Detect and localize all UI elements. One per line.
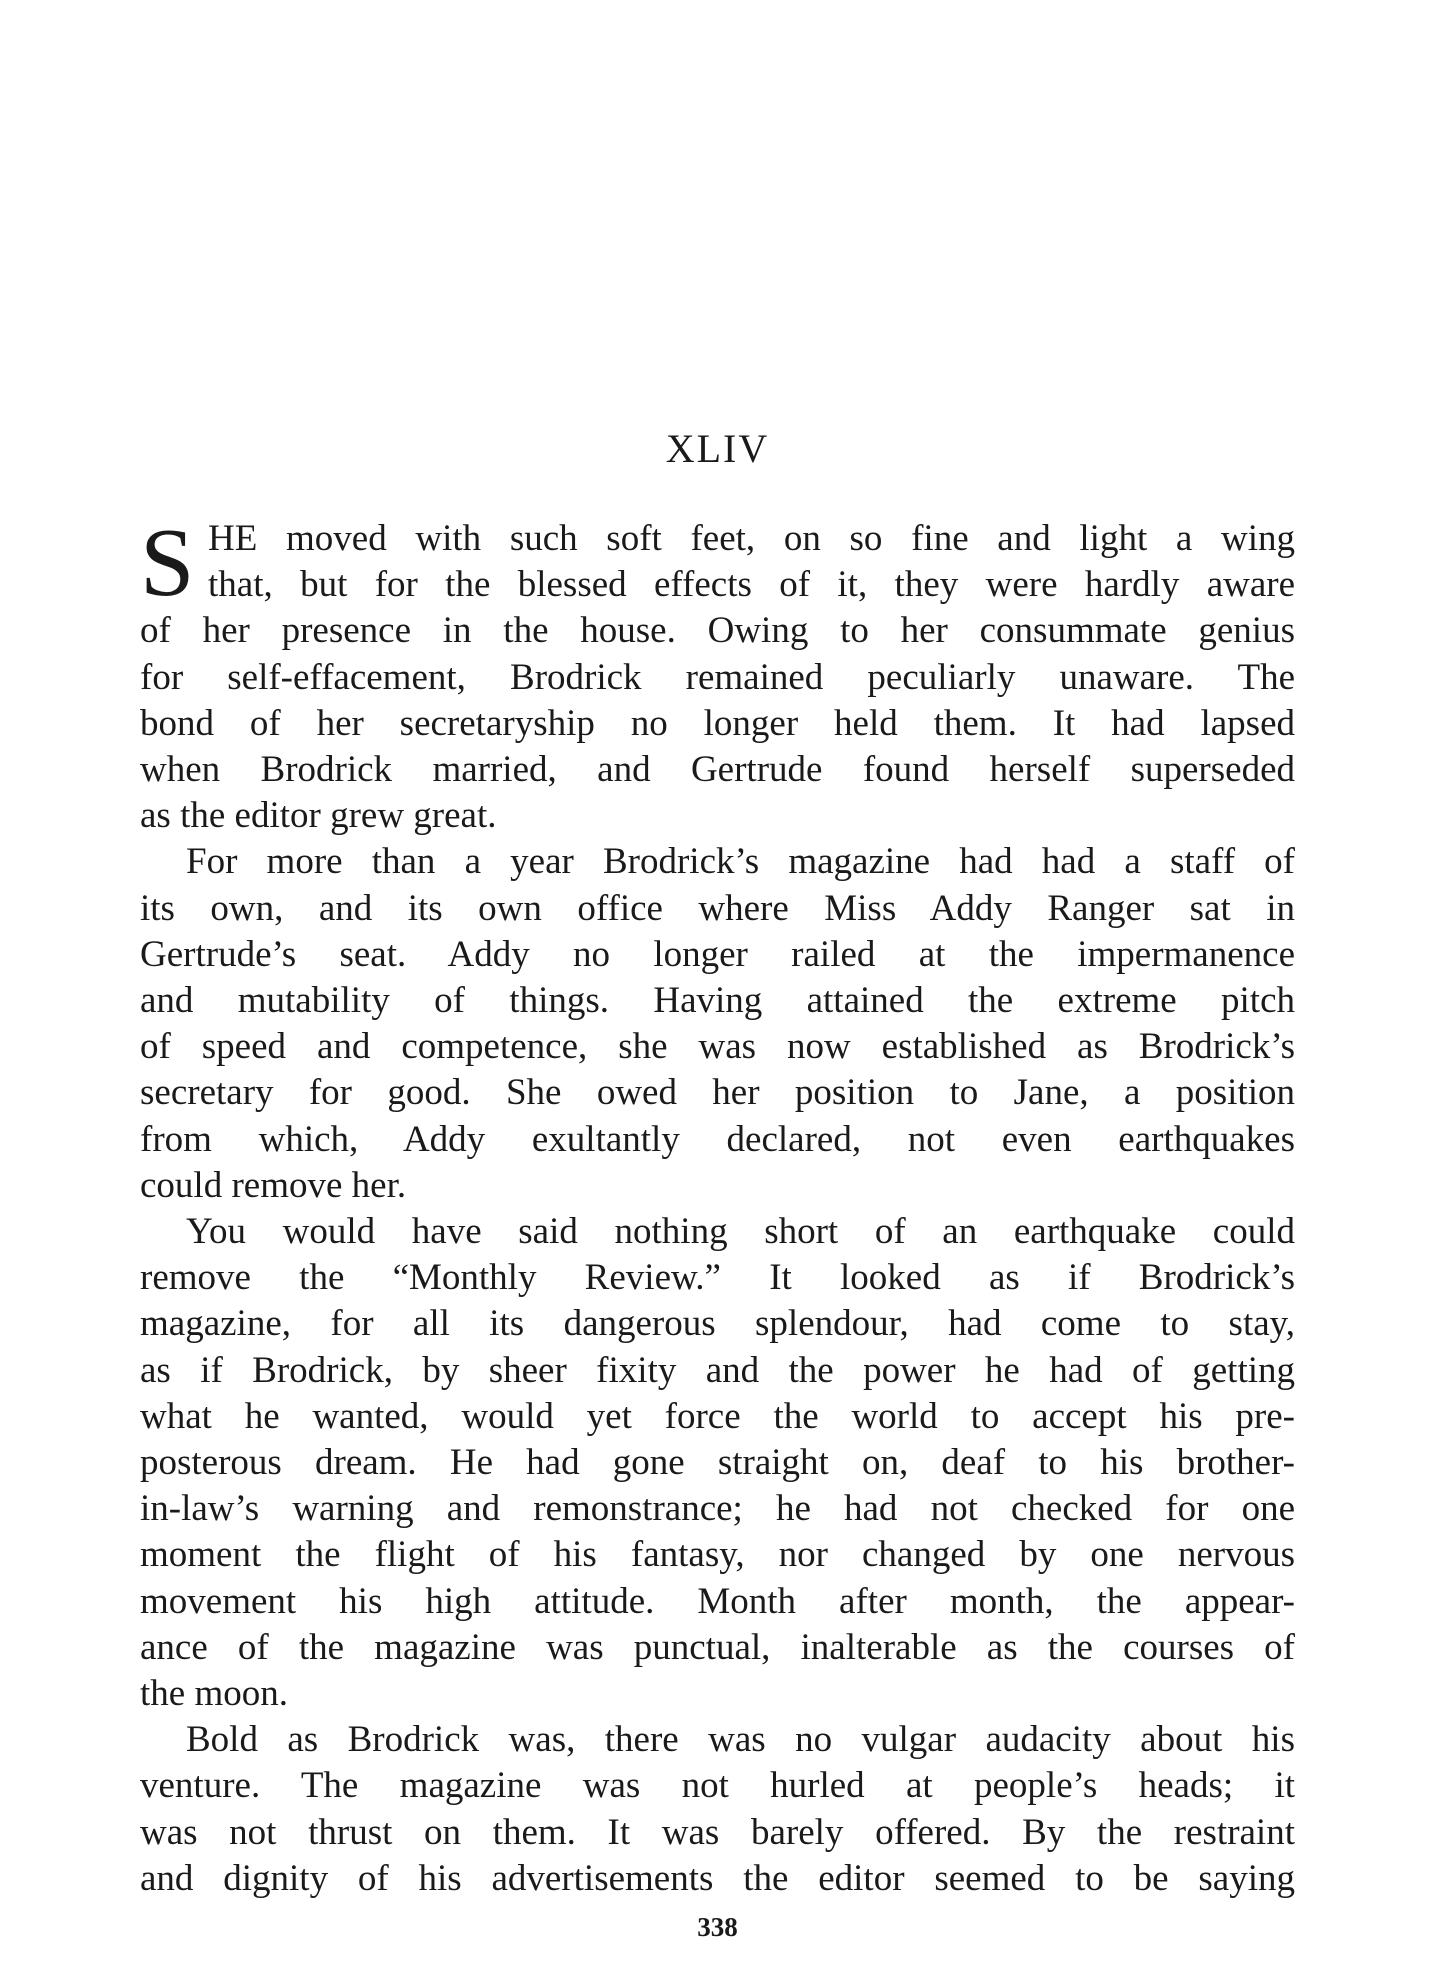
book-page [140,0,1295,1965]
text-line: remove the “Monthly Review.” It looked as if Brodrick’s [140,1257,1295,1299]
text-line: movement his high attitude. Month after month, the appear- [140,1580,1295,1622]
paragraph-1 [140,509,1295,839]
text-line: the moon. [140,1673,288,1715]
text-line: what he wanted, would yet force the world to accept his pre- [140,1395,1295,1437]
text-line: its own, and its own office where Miss Addy Ranger sat in [140,887,1295,929]
text-line: as the editor grew great. [140,795,497,837]
text-line: bond of her secretaryship no longer held them. It had lapsed [140,702,1295,744]
text-line: HE moved with such soft feet, on so fine and light a wing [208,518,1295,559]
drop-cap: S [140,509,195,617]
text-line: of her presence in the house. Owing to her consummate genius [140,610,1295,652]
text-line: in-law’s warning and remonstrance; he had not checked for one [140,1488,1295,1530]
text-line: ance of the magazine was punctual, inalterable as the courses of [140,1626,1295,1668]
text-line: of speed and competence, she was now established as Brodrick’s [140,1026,1295,1068]
text-line: You would have said nothing short of an earthquake could [186,1211,1295,1253]
text-line: and mutability of things. Having attained the extreme pitch [140,980,1295,1022]
text-line: moment the flight of his fantasy, nor changed by one nervous [140,1534,1295,1576]
text-line: that, but for the blessed effects of it, they were hardly aware [208,564,1295,606]
text-line: posterous dream. He had gone straight on, deaf to his brother- [140,1442,1295,1484]
text-line: when Brodrick married, and Gertrude found herself superseded [140,749,1295,791]
text-line: secretary for good. She owed her position to Jane, a position [140,1072,1295,1114]
text-line: for self-effacement, Brodrick remained peculiarly unaware. The [140,656,1295,698]
text-line: could remove her. [140,1164,407,1206]
text-line: venture. The magazine was not hurled at people’s heads; it [140,1765,1295,1807]
text-line: was not thrust on them. It was barely offered. By the restraint [140,1811,1295,1853]
text-line: as if Brodrick, by sheer fixity and the power he had of getting [140,1349,1295,1391]
paragraph-4 [140,1717,1295,1902]
text-line: Gertrude’s seat. Addy no longer railed at the impermanence [140,933,1295,975]
paragraph-3 [140,1209,1295,1717]
text-line: magazine, for all its dangerous splendour, had come to stay, [140,1303,1295,1345]
text-line: Bold as Brodrick was, there was no vulgar audacity about his [186,1719,1295,1761]
text-line: and dignity of his advertisements the editor seemed to be saying [140,1857,1295,1899]
chapter-title: XLIV [665,426,770,471]
paragraph-2 [140,839,1295,1209]
text-line: For more than a year Brodrick’s magazine had had a staff of [186,841,1295,883]
page-number: 338 [697,1912,738,1942]
body-text [140,509,1295,1902]
text-line: from which, Addy exultantly declared, not even earthquakes [140,1118,1295,1160]
